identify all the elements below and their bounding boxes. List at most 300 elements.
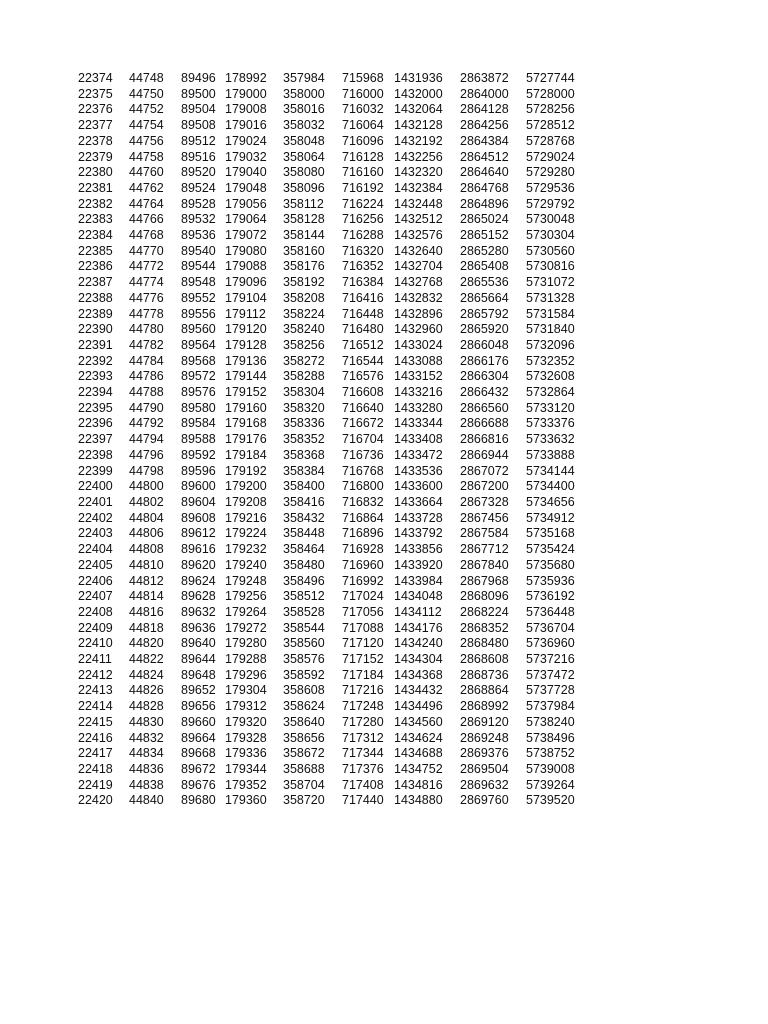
table-cell: 2866688: [460, 416, 509, 431]
table-cell: 44836: [129, 761, 164, 776]
table-cell: 358560: [283, 636, 325, 651]
table-cell: 44830: [129, 714, 164, 729]
table-cell: 716192: [342, 180, 384, 195]
table-cell: 358464: [283, 542, 325, 557]
table-cell: 5728768: [526, 133, 575, 148]
table-row: [78, 87, 586, 103]
table-cell: 358304: [283, 385, 325, 400]
table-cell: 22375: [78, 86, 113, 101]
table-cell: 1433856: [394, 542, 443, 557]
table-cell: 5735936: [526, 573, 575, 588]
table-cell: 179328: [225, 730, 267, 745]
table-cell: 44786: [129, 369, 164, 384]
table-cell: 1432384: [394, 180, 443, 195]
table-cell: 179208: [225, 494, 267, 509]
table-cell: 5727744: [526, 71, 575, 85]
table-cell: 5735424: [526, 542, 575, 557]
table-cell: 22378: [78, 133, 113, 148]
table-cell: 2864640: [460, 165, 509, 180]
table-cell: 2869504: [460, 761, 509, 776]
table-cell: 358576: [283, 652, 325, 667]
table-cell: 44806: [129, 526, 164, 541]
table-cell: 22409: [78, 620, 113, 635]
table-cell: 5736960: [526, 636, 575, 651]
table-cell: 44840: [129, 793, 164, 808]
table-cell: 89568: [181, 353, 216, 368]
table-cell: 44822: [129, 652, 164, 667]
table-row: [78, 715, 586, 731]
table-cell: 179088: [225, 259, 267, 274]
table-cell: 22391: [78, 337, 113, 352]
table-cell: 2869120: [460, 714, 509, 729]
table-row: [78, 416, 586, 432]
table-cell: 2866944: [460, 447, 509, 462]
table-cell: 716736: [342, 447, 384, 462]
table-cell: 179152: [225, 385, 267, 400]
table-cell: 717248: [342, 699, 384, 714]
table-row: [78, 683, 586, 699]
table-row: [78, 448, 586, 464]
table-cell: 44768: [129, 228, 164, 243]
table-row: [78, 385, 586, 401]
table-cell: 179104: [225, 290, 267, 305]
table-cell: 44834: [129, 746, 164, 761]
table-cell: 716864: [342, 510, 384, 525]
table-row: [78, 71, 586, 87]
table-cell: 5738752: [526, 746, 575, 761]
table-cell: 89508: [181, 118, 216, 133]
table-cell: 358608: [283, 683, 325, 698]
table-cell: 22386: [78, 259, 113, 274]
table-cell: 2869248: [460, 730, 509, 745]
table-cell: 717024: [342, 589, 384, 604]
table-cell: 716992: [342, 573, 384, 588]
table-cell: 89676: [181, 777, 216, 792]
table-cell: 179184: [225, 447, 267, 462]
table-row: [78, 134, 586, 150]
table-cell: 89564: [181, 337, 216, 352]
table-cell: 89556: [181, 306, 216, 321]
table-cell: 5733120: [526, 400, 575, 415]
table-cell: 716640: [342, 400, 384, 415]
table-cell: 1434112: [394, 604, 442, 619]
table-cell: 716800: [342, 479, 384, 494]
table-cell: 717088: [342, 620, 384, 635]
table-cell: 1432064: [394, 102, 443, 117]
table-cell: 89632: [181, 604, 216, 619]
table-row: [78, 432, 586, 448]
table-cell: 22398: [78, 447, 113, 462]
table-cell: 1433792: [394, 526, 443, 541]
table-cell: 89520: [181, 165, 216, 180]
table-cell: 44772: [129, 259, 164, 274]
table-cell: 179128: [225, 337, 267, 352]
table-cell: 22403: [78, 526, 113, 541]
table-cell: 179072: [225, 228, 267, 243]
table-cell: 22417: [78, 746, 113, 761]
table-row: [78, 605, 586, 621]
table-cell: 44794: [129, 432, 164, 447]
table-cell: 22390: [78, 322, 113, 337]
table-cell: 358528: [283, 604, 325, 619]
table-row: [78, 621, 586, 637]
table-cell: 2866432: [460, 385, 509, 400]
table-cell: 5738496: [526, 730, 575, 745]
table-cell: 358128: [283, 212, 325, 227]
table-cell: 89524: [181, 180, 216, 195]
table-cell: 358720: [283, 793, 325, 808]
table-cell: 22401: [78, 494, 113, 509]
table-cell: 358080: [283, 165, 325, 180]
table-cell: 2864256: [460, 118, 509, 133]
table-cell: 179352: [225, 777, 267, 792]
table-cell: 5735168: [526, 526, 575, 541]
table-cell: 22408: [78, 604, 113, 619]
table-cell: 2868992: [460, 699, 509, 714]
table-cell: 44796: [129, 447, 164, 462]
table-cell: 22411: [78, 652, 112, 667]
table-cell: 89616: [181, 542, 216, 557]
table-row: [78, 181, 586, 197]
table-cell: 89620: [181, 557, 216, 572]
table-cell: 179320: [225, 714, 267, 729]
table-row: [78, 511, 586, 527]
table-cell: 22377: [78, 118, 113, 133]
table-cell: 717280: [342, 714, 384, 729]
table-row: [78, 369, 586, 385]
table-row: [78, 558, 586, 574]
table-cell: 89600: [181, 479, 216, 494]
table-cell: 179200: [225, 479, 267, 494]
table-cell: 44790: [129, 400, 164, 415]
table-cell: 179136: [225, 353, 267, 368]
table-row: [78, 354, 586, 370]
table-cell: 2868224: [460, 604, 509, 619]
table-cell: 179296: [225, 667, 267, 682]
table-cell: 358112: [283, 196, 324, 211]
table-cell: 44770: [129, 243, 164, 258]
table-cell: 1433408: [394, 432, 443, 447]
table-cell: 179168: [225, 416, 267, 431]
table-cell: 1434880: [394, 793, 443, 808]
table-cell: 717216: [342, 683, 384, 698]
table-cell: 1434304: [394, 652, 443, 667]
table-cell: 22394: [78, 385, 113, 400]
table-cell: 2865792: [460, 306, 509, 321]
table-cell: 1432896: [394, 306, 443, 321]
table-cell: 1433984: [394, 573, 443, 588]
table-cell: 358624: [283, 699, 325, 714]
table-cell: 716448: [342, 306, 384, 321]
table-cell: 5733888: [526, 447, 575, 462]
table-cell: 2865024: [460, 212, 509, 227]
table-cell: 179048: [225, 180, 267, 195]
table-cell: 358656: [283, 730, 325, 745]
table-cell: 22392: [78, 353, 113, 368]
table-cell: 1432704: [394, 259, 443, 274]
table-cell: 2868480: [460, 636, 509, 651]
table-cell: 22383: [78, 212, 113, 227]
table-cell: 89584: [181, 416, 216, 431]
table-cell: 5732096: [526, 337, 575, 352]
table-row: [78, 197, 586, 213]
table-cell: 179256: [225, 589, 267, 604]
table-cell: 179216: [225, 510, 267, 525]
table-cell: 1433088: [394, 353, 443, 368]
table-cell: 1431936: [394, 71, 443, 85]
table-cell: 179304: [225, 683, 267, 698]
table-cell: 2869376: [460, 746, 509, 761]
table-cell: 44758: [129, 149, 164, 164]
table-cell: 1433216: [394, 385, 443, 400]
table-cell: 358432: [283, 510, 325, 525]
table-cell: 358688: [283, 761, 325, 776]
table-cell: 2867328: [460, 494, 509, 509]
table-row: [78, 699, 586, 715]
table-cell: 358704: [283, 777, 325, 792]
table-cell: 44748: [129, 71, 164, 85]
table-cell: 179056: [225, 196, 267, 211]
table-cell: 2864896: [460, 196, 509, 211]
table-cell: 358336: [283, 416, 325, 431]
table-cell: 22381: [78, 180, 113, 195]
table-cell: 89608: [181, 510, 216, 525]
table-cell: 2864512: [460, 149, 509, 164]
table-cell: 179040: [225, 165, 267, 180]
table-row: [78, 495, 586, 511]
table-row: [78, 526, 586, 542]
table-cell: 5732864: [526, 385, 575, 400]
table-cell: 1433600: [394, 479, 443, 494]
table-row: [78, 746, 586, 762]
table-cell: 179000: [225, 86, 267, 101]
table-cell: 716672: [342, 416, 384, 431]
table-cell: 89656: [181, 699, 216, 714]
table-cell: 44838: [129, 777, 164, 792]
table-cell: 22402: [78, 510, 113, 525]
table-cell: 44752: [129, 102, 164, 117]
table-cell: 179192: [225, 463, 267, 478]
table-cell: 1432512: [394, 212, 443, 227]
table-cell: 89640: [181, 636, 216, 651]
table-cell: 5736192: [526, 589, 575, 604]
table-row: [78, 652, 586, 668]
table-cell: 716224: [342, 196, 384, 211]
table-cell: 2866048: [460, 337, 509, 352]
table-cell: 44778: [129, 306, 164, 321]
table-cell: 716256: [342, 212, 384, 227]
table-cell: 1433280: [394, 400, 443, 415]
table-cell: 5732352: [526, 353, 575, 368]
table-cell: 2866560: [460, 400, 509, 415]
table-cell: 1434240: [394, 636, 443, 651]
table-cell: 89592: [181, 447, 216, 462]
table-cell: 716768: [342, 463, 384, 478]
table-cell: 1434048: [394, 589, 443, 604]
table-cell: 179160: [225, 400, 267, 415]
table-cell: 358256: [283, 337, 325, 352]
table-cell: 716416: [342, 290, 384, 305]
table-cell: 1434496: [394, 699, 443, 714]
table-cell: 22388: [78, 290, 113, 305]
table-cell: 358160: [283, 243, 325, 258]
table-cell: 44816: [129, 604, 164, 619]
table-cell: 179264: [225, 604, 267, 619]
table-cell: 179224: [225, 526, 267, 541]
table-row: [78, 589, 586, 605]
table-cell: 89560: [181, 322, 216, 337]
table-cell: 2865152: [460, 228, 509, 243]
table-cell: 358240: [283, 322, 325, 337]
table-cell: 179008: [225, 102, 267, 117]
table-cell: 44760: [129, 165, 164, 180]
table-cell: 179024: [225, 133, 267, 148]
table-cell: 5734144: [526, 463, 575, 478]
table-cell: 89580: [181, 400, 216, 415]
table-cell: 2867840: [460, 557, 509, 572]
table-cell: 89596: [181, 463, 216, 478]
table-cell: 22389: [78, 306, 113, 321]
table-cell: 44774: [129, 275, 164, 290]
table-cell: 2869632: [460, 777, 509, 792]
table-cell: 5739264: [526, 777, 575, 792]
table-cell: 358144: [283, 228, 325, 243]
table-cell: 5729536: [526, 180, 575, 195]
table-cell: 1434752: [394, 761, 443, 776]
table-cell: 89536: [181, 228, 216, 243]
table-cell: 179312: [225, 699, 267, 714]
table-cell: 1433024: [394, 337, 443, 352]
table-cell: 717440: [342, 793, 384, 808]
table-cell: 179248: [225, 573, 267, 588]
table-cell: 22407: [78, 589, 113, 604]
table-cell: 358448: [283, 526, 325, 541]
table-cell: 1434560: [394, 714, 443, 729]
table-cell: 717312: [342, 730, 384, 745]
table-cell: 89664: [181, 730, 216, 745]
table-row: [78, 228, 586, 244]
table-cell: 2867584: [460, 526, 509, 541]
table-cell: 22387: [78, 275, 113, 290]
table-cell: 179280: [225, 636, 267, 651]
table-cell: 358224: [283, 306, 325, 321]
table-cell: 44784: [129, 353, 164, 368]
table-cell: 89516: [181, 149, 216, 164]
table-cell: 179272: [225, 620, 267, 635]
table-cell: 716928: [342, 542, 384, 557]
table-cell: 5728512: [526, 118, 575, 133]
table-cell: 1434432: [394, 683, 443, 698]
table-cell: 358544: [283, 620, 325, 635]
table-cell: 5739520: [526, 793, 575, 808]
table-cell: 179064: [225, 212, 267, 227]
table-cell: 22396: [78, 416, 113, 431]
table-cell: 2869760: [460, 793, 509, 808]
table-cell: 2868352: [460, 620, 509, 635]
table-cell: 1433152: [394, 369, 443, 384]
table-cell: 22414: [78, 699, 113, 714]
table-cell: 5737984: [526, 699, 575, 714]
table-cell: 2866176: [460, 353, 509, 368]
table-cell: 22382: [78, 196, 113, 211]
table-cell: 89588: [181, 432, 216, 447]
table-cell: 5731328: [526, 290, 575, 305]
table-row: [78, 668, 586, 684]
table-cell: 1432192: [394, 133, 443, 148]
table-cell: 44800: [129, 479, 164, 494]
table-row: [78, 401, 586, 417]
table-cell: 716704: [342, 432, 384, 447]
table-cell: 1432000: [394, 86, 443, 101]
table-cell: 1434688: [394, 746, 443, 761]
table-cell: 1432960: [394, 322, 443, 337]
table-cell: 5729280: [526, 165, 575, 180]
table-cell: 1433664: [394, 494, 443, 509]
table-cell: 179232: [225, 542, 267, 557]
table-cell: 44766: [129, 212, 164, 227]
table-row: [78, 636, 586, 652]
table-cell: 358400: [283, 479, 325, 494]
table-cell: 715968: [342, 71, 384, 85]
table-cell: 5729792: [526, 196, 575, 211]
table-row: [78, 338, 586, 354]
table-cell: 44832: [129, 730, 164, 745]
table-cell: 5730816: [526, 259, 575, 274]
table-cell: 716384: [342, 275, 384, 290]
table-row: [78, 102, 586, 118]
table-cell: 1433344: [394, 416, 443, 431]
table-cell: 89668: [181, 746, 216, 761]
table-cell: 5736704: [526, 620, 575, 635]
table-cell: 1434624: [394, 730, 443, 745]
table-cell: 2867456: [460, 510, 509, 525]
table-cell: 2867072: [460, 463, 509, 478]
table-row: [78, 778, 586, 794]
table-cell: 358352: [283, 432, 325, 447]
table-cell: 178992: [225, 71, 267, 85]
table-cell: 358320: [283, 400, 325, 415]
table-cell: 44802: [129, 494, 164, 509]
table-cell: 179336: [225, 746, 267, 761]
table-cell: 2865664: [460, 290, 509, 305]
table-cell: 179120: [225, 322, 267, 337]
table-cell: 22406: [78, 573, 113, 588]
table-cell: 2867712: [460, 542, 509, 557]
table-cell: 2865536: [460, 275, 509, 290]
table-cell: 44764: [129, 196, 164, 211]
table-cell: 179240: [225, 557, 267, 572]
table-cell: 358176: [283, 259, 325, 274]
table-cell: 89652: [181, 683, 216, 698]
table-cell: 89576: [181, 385, 216, 400]
table-cell: 717184: [342, 667, 384, 682]
table-cell: 716000: [342, 86, 384, 101]
table-cell: 358384: [283, 463, 325, 478]
table-cell: 89660: [181, 714, 216, 729]
table-row: [78, 212, 586, 228]
table-cell: 716960: [342, 557, 384, 572]
table-cell: 44776: [129, 290, 164, 305]
table-cell: 2867968: [460, 573, 509, 588]
table-cell: 358480: [283, 557, 325, 572]
table-cell: 5731584: [526, 306, 575, 321]
table-cell: 22399: [78, 463, 113, 478]
table-cell: 44814: [129, 589, 164, 604]
table-cell: 44826: [129, 683, 164, 698]
table-cell: 89648: [181, 667, 216, 682]
table-cell: 1433536: [394, 463, 443, 478]
table-cell: 5729024: [526, 149, 575, 164]
